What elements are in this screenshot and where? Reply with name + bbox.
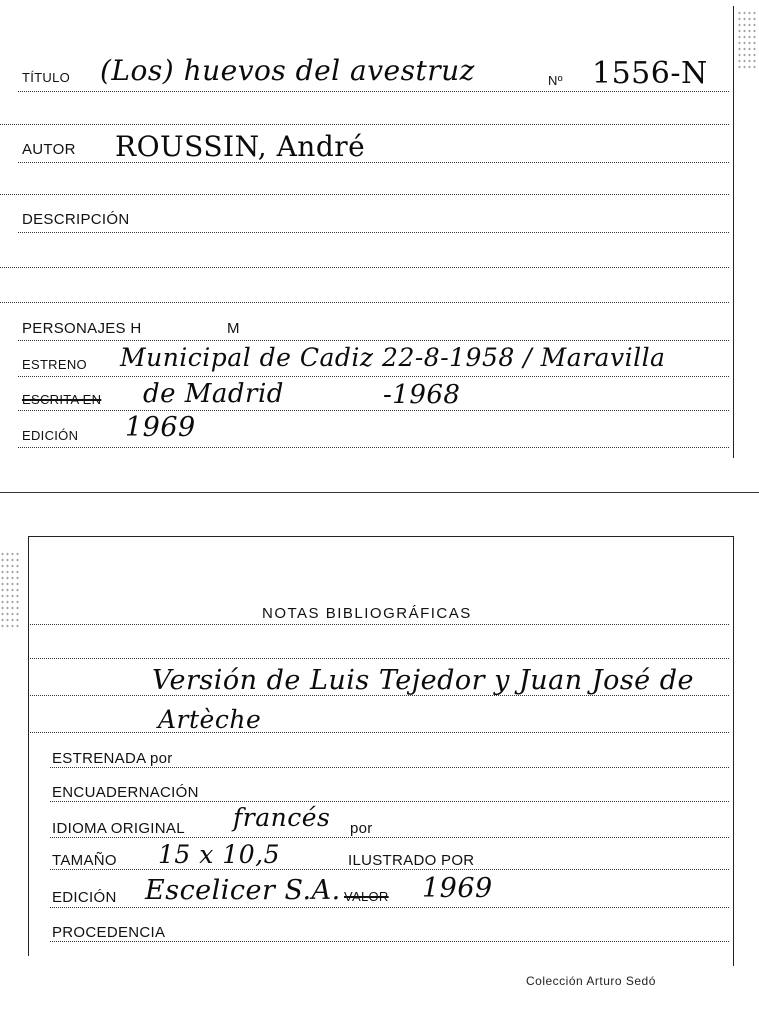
edicion-year-value: 1969: [422, 873, 493, 904]
note-line-2: Artèche: [158, 705, 262, 734]
idioma-por-label: por: [350, 820, 373, 837]
personajes-line: [18, 340, 729, 341]
blank-line: [0, 124, 729, 125]
personajes-label: PERSONAJES H: [22, 320, 142, 337]
smudge: [338, 420, 378, 444]
encuadernacion-label: ENCUADERNACIÓN: [52, 784, 199, 801]
card-border-right: [733, 536, 734, 966]
scan-noise: [737, 10, 757, 70]
catalog-card-front: [0, 0, 759, 495]
titulo-value: (Los) huevos del avestruz: [100, 54, 475, 87]
autor-label: AUTOR: [22, 141, 76, 158]
escrita-value: de Madrid: [143, 379, 284, 409]
title-line: [30, 624, 729, 625]
blank-line: [30, 658, 729, 659]
tamano-label: TAMAÑO: [52, 852, 117, 869]
estreno-line: [18, 376, 729, 377]
idioma-line: [50, 837, 729, 838]
numero-value: 1556-N: [592, 56, 708, 91]
estreno-value: Municipal de Cadiz 22-8-1958 / Maravilla: [120, 343, 666, 372]
card-border: [733, 6, 734, 458]
valor-label: VALOR: [344, 889, 389, 904]
card-border-top: [28, 536, 734, 537]
edicion-line: [18, 447, 729, 448]
blank-line: [0, 267, 729, 268]
edicion-line-back: [50, 907, 729, 908]
catalog-card-back: [0, 533, 759, 1028]
descripcion-line: [18, 232, 729, 233]
note-line-1: Versión de Luis Tejedor y Juan José de: [152, 665, 695, 696]
encuadernacion-line: [50, 801, 729, 802]
procedencia-line: [50, 941, 729, 942]
edicion-publisher-value: Escelicer S.A.: [145, 875, 341, 906]
blank-line: [0, 194, 729, 195]
ilustrado-label: ILUSTRADO POR: [348, 852, 475, 869]
scan-noise: [0, 551, 20, 631]
note-line-rule: [30, 732, 729, 733]
estrenada-line: [50, 767, 729, 768]
edicion-value: 1969: [125, 412, 196, 443]
numero-label: Nº: [548, 73, 563, 88]
idioma-value: francés: [233, 803, 331, 832]
card-bottom-edge: [0, 492, 759, 493]
tamano-value: 15 x 10,5: [158, 840, 280, 869]
edicion-label-back: EDICIÓN: [52, 889, 117, 906]
procedencia-label: PROCEDENCIA: [52, 924, 166, 941]
autor-value: ROUSSIN, André: [115, 130, 366, 163]
edicion-label: EDICIÓN: [22, 428, 79, 443]
titulo-label: TÍTULO: [22, 70, 71, 85]
titulo-line: [18, 91, 729, 92]
section-title: NOTAS BIBLIOGRÁFICAS: [262, 605, 472, 622]
idioma-label: IDIOMA ORIGINAL: [52, 820, 185, 837]
personajes-m-label: M: [227, 320, 240, 337]
collection-credit: Colección Arturo Sedó: [526, 974, 656, 988]
card-border-left: [28, 536, 29, 956]
autor-line: [18, 162, 729, 163]
estreno-label: ESTRENO: [22, 357, 87, 372]
estrenada-label: ESTRENADA por: [52, 750, 173, 767]
note-line-rule: [30, 695, 729, 696]
escrita-value-2: -1968: [383, 380, 461, 410]
blank-line: [0, 302, 729, 303]
escrita-label: ESCRITA EN: [22, 392, 102, 407]
descripcion-label: DESCRIPCIÓN: [22, 211, 130, 228]
tamano-line: [50, 869, 729, 870]
escrita-line: [18, 410, 729, 411]
